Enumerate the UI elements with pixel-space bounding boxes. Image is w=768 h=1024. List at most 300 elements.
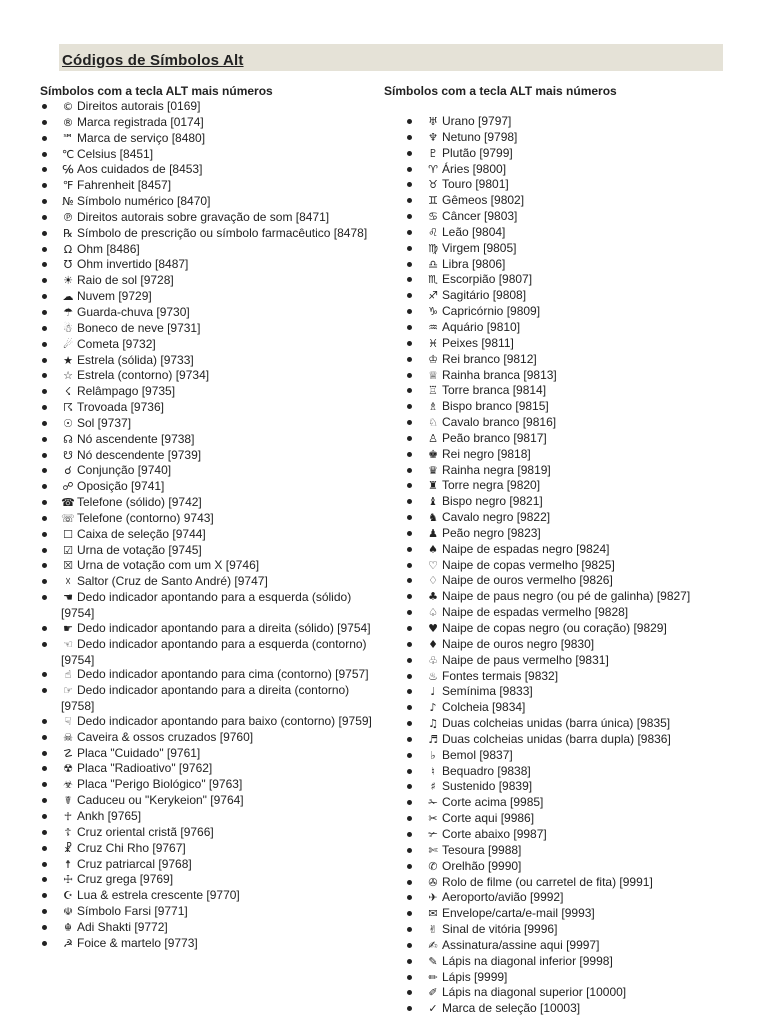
symbol-description: Conjunção [9740] bbox=[77, 463, 172, 478]
symbol-glyph: ☁ bbox=[62, 290, 74, 304]
left-column bbox=[40, 84, 385, 952]
symbol-description: Lápis na diagonal inferior [9998] bbox=[442, 953, 613, 968]
symbol-list-item bbox=[405, 843, 724, 859]
symbol-glyph: ☏ bbox=[61, 511, 75, 525]
symbol-list-item bbox=[40, 147, 385, 163]
symbol-description: Telefone (sólido) [9742] bbox=[77, 495, 202, 510]
symbol-list-item bbox=[405, 146, 724, 162]
symbol-list-item bbox=[40, 904, 385, 920]
symbol-description: Estrela (contorno) [9734] bbox=[77, 368, 210, 383]
symbol-list-item bbox=[40, 368, 385, 384]
symbol-description: Duas colcheias unidas (barra única) [9835] bbox=[442, 716, 671, 731]
symbol-list-item bbox=[405, 478, 724, 494]
symbol-description: Telefone (contorno) 9743] bbox=[77, 510, 214, 525]
symbol-description: Direitos autorais sobre gravação de som [8471] bbox=[77, 209, 330, 224]
symbol-glyph: ♆ bbox=[428, 130, 438, 144]
symbol-description: Cavalo negro [9822] bbox=[442, 510, 551, 525]
symbol-glyph: ♦ bbox=[428, 637, 438, 651]
symbol-description: Caduceu ou "Kerykeion" [9764] bbox=[77, 793, 244, 808]
symbol-list-item bbox=[405, 272, 724, 288]
symbol-glyph: ☇ bbox=[64, 385, 72, 399]
symbol-glyph: ✌ bbox=[428, 923, 438, 937]
symbol-list-item bbox=[405, 970, 724, 986]
symbol-list-item bbox=[40, 384, 385, 400]
symbol-list-item bbox=[40, 793, 385, 809]
right-column-heading: Símbolos com a tecla ALT mais números bbox=[384, 84, 617, 98]
symbol-description: Aos cuidados de [8453] bbox=[77, 162, 203, 177]
symbol-list-item bbox=[405, 684, 724, 700]
symbol-list-item bbox=[40, 637, 385, 668]
symbol-glyph: ♅ bbox=[428, 115, 438, 128]
symbol-glyph: ♯ bbox=[430, 780, 436, 794]
symbol-list-item bbox=[405, 431, 724, 447]
symbol-description: Marca de seleção [10003] bbox=[442, 1001, 581, 1016]
title-bar bbox=[59, 44, 723, 71]
symbol-description: Semínima [9833] bbox=[442, 684, 533, 699]
symbol-glyph: ✇ bbox=[428, 875, 438, 889]
symbol-glyph: ♘ bbox=[428, 416, 438, 430]
symbol-description: Bispo branco [9815] bbox=[442, 399, 549, 414]
symbol-list-item bbox=[405, 288, 724, 304]
symbol-description: Placa "Perigo Biológico" [9763] bbox=[77, 777, 243, 792]
symbol-list-item bbox=[405, 558, 724, 574]
symbol-glyph: ♞ bbox=[428, 511, 438, 525]
symbol-glyph: ® bbox=[62, 115, 74, 129]
symbol-list-item bbox=[405, 621, 724, 637]
symbol-glyph: ☝ bbox=[64, 668, 72, 682]
symbol-description: Virgem [9805] bbox=[442, 240, 517, 255]
symbol-description: Naipe de ouros vermelho [9826] bbox=[442, 573, 613, 588]
symbol-list-item bbox=[405, 716, 724, 732]
symbol-description: Rei negro [9818] bbox=[442, 446, 531, 461]
symbol-description: Rainha negra [9819] bbox=[442, 462, 551, 477]
symbol-description: Nó ascendente [9738] bbox=[77, 431, 195, 446]
symbol-description: Caixa de seleção [9744] bbox=[77, 526, 206, 541]
symbol-description: Saltor (Cruz de Santo André) [9747] bbox=[77, 574, 268, 589]
symbol-description: Touro [9801] bbox=[442, 177, 509, 192]
right-column bbox=[384, 84, 724, 1017]
symbol-description: Naipe de paus negro (ou pé de galinha) [9827] bbox=[442, 589, 691, 604]
symbol-list-item bbox=[40, 590, 385, 621]
symbol-glyph: ♑ bbox=[428, 305, 438, 319]
symbol-list-item bbox=[405, 336, 724, 352]
symbol-description: Peixes [9811] bbox=[442, 335, 514, 350]
symbol-description: Bemol [9837] bbox=[442, 747, 513, 762]
symbol-list-item bbox=[405, 875, 724, 891]
symbol-description: Orelhão [9990] bbox=[442, 858, 522, 873]
symbol-list-item bbox=[405, 906, 724, 922]
symbol-list-item bbox=[405, 209, 724, 225]
symbol-glyph: ♭ bbox=[430, 748, 436, 762]
symbol-list-item bbox=[40, 194, 385, 210]
symbol-list-item bbox=[405, 130, 724, 146]
symbol-glyph: ♏ bbox=[428, 273, 438, 287]
symbol-description: Fahrenheit [8457] bbox=[77, 178, 172, 193]
symbol-glyph: ☣ bbox=[63, 778, 73, 792]
symbol-list-item bbox=[405, 193, 724, 209]
symbol-glyph: ☐ bbox=[63, 527, 73, 541]
symbol-glyph: ☥ bbox=[63, 809, 73, 823]
symbol-list-item bbox=[40, 273, 385, 289]
symbol-list-item bbox=[40, 621, 385, 637]
symbol-description: Torre branca [9814] bbox=[442, 383, 547, 398]
symbol-list-item bbox=[405, 811, 724, 827]
symbol-description: Placa "Radioativo" [9762] bbox=[77, 761, 213, 776]
symbol-glyph: ♟ bbox=[428, 526, 438, 540]
symbol-list-item bbox=[40, 162, 385, 178]
symbol-glyph: ♕ bbox=[428, 368, 438, 382]
symbol-list-item bbox=[40, 416, 385, 432]
symbol-list-item bbox=[405, 494, 724, 510]
symbol-list-item bbox=[405, 542, 724, 558]
symbol-list-item bbox=[40, 242, 385, 258]
symbol-description: Cavalo branco [9816] bbox=[442, 415, 557, 430]
symbol-glyph: ♢ bbox=[428, 574, 438, 588]
symbol-glyph: ☊ bbox=[63, 432, 73, 446]
symbol-glyph: ✐ bbox=[428, 986, 438, 1000]
symbol-glyph: ♎ bbox=[428, 257, 438, 271]
symbol-description: Trovoada [9736] bbox=[77, 400, 164, 415]
symbol-glyph: ♐ bbox=[428, 289, 438, 303]
symbol-glyph: ☧ bbox=[63, 841, 73, 855]
symbol-glyph: ♖ bbox=[428, 384, 438, 398]
symbol-list-item bbox=[405, 589, 724, 605]
symbol-list-item bbox=[40, 495, 385, 511]
symbol-description: Nuvem [9729] bbox=[77, 289, 152, 304]
symbol-list-item bbox=[405, 779, 724, 795]
symbol-description: Capricórnio [9809] bbox=[442, 304, 541, 319]
symbol-list-item bbox=[405, 368, 724, 384]
symbol-glyph: ✏ bbox=[428, 970, 438, 984]
symbol-description: Dedo indicador apontando para cima (contorno) [9757] bbox=[77, 667, 369, 682]
symbol-description: Corte acima [9985] bbox=[442, 795, 544, 810]
symbol-list-item bbox=[40, 888, 385, 904]
symbol-description: Urna de votação com um X [9746] bbox=[77, 558, 260, 573]
symbol-glyph: ☤ bbox=[64, 794, 72, 808]
symbol-description: Peão negro [9823] bbox=[442, 525, 541, 540]
symbol-glyph: ♝ bbox=[428, 495, 438, 509]
symbol-glyph: ♒ bbox=[428, 320, 438, 334]
symbol-list-item bbox=[405, 415, 724, 431]
symbol-list-item bbox=[40, 99, 385, 115]
symbol-description: Bequadro [9838] bbox=[442, 763, 531, 778]
symbol-description: Câncer [9803] bbox=[442, 209, 518, 224]
symbol-description: Peão branco [9817] bbox=[442, 430, 547, 445]
symbol-glyph: ✈ bbox=[428, 891, 438, 905]
symbol-description: Dedo indicador apontando para a esquerda (sólido) [9754] bbox=[61, 590, 352, 620]
symbol-description: Dedo indicador apontando para a direita (contorno) [9758] bbox=[61, 683, 350, 714]
symbol-description: Símbolo numérico [8470] bbox=[77, 194, 211, 209]
symbol-list-item bbox=[405, 748, 724, 764]
symbol-glyph: ♣ bbox=[428, 590, 438, 604]
symbol-description: Oposição [9741] bbox=[77, 479, 165, 494]
symbol-list-item bbox=[405, 605, 724, 621]
symbol-glyph: ♪ bbox=[429, 701, 437, 715]
symbol-list-item bbox=[405, 653, 724, 669]
symbol-description: Tesoura [9988] bbox=[442, 842, 522, 857]
symbol-description: Ankh [9765] bbox=[77, 808, 142, 823]
symbol-glyph: ☫ bbox=[63, 905, 73, 919]
symbol-list-item bbox=[40, 761, 385, 777]
symbol-glyph: ♔ bbox=[428, 352, 438, 366]
symbol-description: Sustenido [9839] bbox=[442, 779, 533, 794]
symbol-list-item bbox=[405, 510, 724, 526]
symbol-description: Cometa [9732] bbox=[77, 336, 156, 351]
symbol-list-item bbox=[405, 827, 724, 843]
symbol-glyph: ☀ bbox=[63, 274, 73, 288]
symbol-glyph: ☩ bbox=[63, 873, 73, 887]
symbol-description: Naipe de espadas vermelho [9828] bbox=[442, 605, 629, 620]
symbol-glyph: ☡ bbox=[63, 746, 73, 760]
symbol-list-item bbox=[40, 841, 385, 857]
symbol-glyph: ☜ bbox=[63, 637, 73, 651]
symbol-glyph: ☚ bbox=[63, 591, 73, 605]
symbol-glyph: ✆ bbox=[428, 859, 438, 873]
symbol-glyph: ♤ bbox=[428, 606, 438, 620]
symbol-description: Relâmpago [9735] bbox=[77, 384, 176, 399]
symbol-list-item bbox=[40, 730, 385, 746]
symbol-description: Torre negra [9820] bbox=[442, 478, 541, 493]
symbol-description: Aeroporto/avião [9992] bbox=[442, 890, 564, 905]
symbol-list-item bbox=[405, 257, 724, 273]
symbol-description: Assinatura/assine aqui [9997] bbox=[442, 937, 600, 952]
symbol-glyph: ♚ bbox=[428, 447, 438, 461]
page-title: Códigos de Símbolos Alt bbox=[62, 52, 244, 69]
symbol-glyph: Ω bbox=[63, 242, 73, 256]
symbol-description: Cruz patriarcal [9768] bbox=[77, 856, 192, 871]
symbol-glyph: ☞ bbox=[63, 684, 73, 698]
symbol-list-item bbox=[40, 337, 385, 353]
symbol-list-item bbox=[40, 746, 385, 762]
symbol-glyph: ♊ bbox=[428, 194, 438, 208]
symbol-glyph: ☒ bbox=[63, 559, 73, 573]
symbol-list-item bbox=[40, 321, 385, 337]
symbol-list-item bbox=[405, 700, 724, 716]
symbol-description: Naipe de copas vermelho [9825] bbox=[442, 557, 615, 572]
symbol-glyph: ☈ bbox=[63, 401, 73, 415]
symbol-list-item bbox=[405, 859, 724, 875]
symbol-description: Símbolo de prescrição ou símbolo farmacêutico [8478] bbox=[77, 225, 368, 240]
symbol-list-item bbox=[405, 573, 724, 589]
symbol-list-item bbox=[405, 954, 724, 970]
symbol-glyph: ☋ bbox=[63, 448, 73, 462]
symbol-glyph: ☪ bbox=[63, 889, 73, 903]
symbol-list-item bbox=[40, 714, 385, 730]
symbol-glyph: ☛ bbox=[63, 621, 73, 635]
symbol-description: Rei branco [9812] bbox=[442, 351, 537, 366]
symbol-description: Lua & estrela crescente [9770] bbox=[77, 888, 240, 903]
symbol-glyph: ★ bbox=[63, 353, 73, 367]
symbol-description: Urna de votação [9745] bbox=[77, 542, 202, 557]
symbol-list-item bbox=[40, 432, 385, 448]
symbol-description: Urano [9797] bbox=[442, 114, 512, 128]
symbol-description: Bispo negro [9821] bbox=[442, 494, 543, 509]
symbol-description: Foice & martelo [9773] bbox=[77, 935, 198, 950]
symbol-list-item bbox=[40, 463, 385, 479]
symbol-description: Netuno [9798] bbox=[442, 129, 518, 144]
symbol-glyph: ♓ bbox=[428, 336, 438, 350]
symbol-list-item bbox=[405, 383, 724, 399]
symbol-list-item bbox=[405, 985, 724, 1001]
symbol-glyph: ♈ bbox=[428, 162, 438, 176]
symbol-glyph: ✁ bbox=[428, 796, 438, 810]
symbol-description: Ohm invertido [8487] bbox=[77, 257, 189, 272]
symbol-description: Raio de sol [9728] bbox=[77, 273, 174, 288]
symbol-description: Cruz Chi Rho [9767] bbox=[77, 840, 186, 855]
symbol-description: Lápis [9999] bbox=[442, 969, 508, 984]
symbol-list-item bbox=[40, 257, 385, 273]
symbol-glyph: ℞ bbox=[63, 226, 73, 240]
symbol-list-item bbox=[405, 399, 724, 415]
symbol-description: Sol [9737] bbox=[77, 415, 132, 430]
symbol-description: Dedo indicador apontando para baixo (contorno) [9759] bbox=[77, 713, 372, 728]
symbol-description: Caveira & ossos cruzados [9760] bbox=[77, 729, 254, 744]
symbol-description: Sagitário [9808] bbox=[442, 288, 527, 303]
symbol-description: Envelope/carta/e-mail [9993] bbox=[442, 906, 595, 921]
symbol-list-item bbox=[40, 511, 385, 527]
symbol-list-item bbox=[40, 777, 385, 793]
symbol-list-item bbox=[40, 857, 385, 873]
symbol-glyph: ☠ bbox=[63, 730, 73, 744]
symbol-description: Celsius [8451] bbox=[77, 146, 154, 161]
symbol-glyph: № bbox=[62, 195, 74, 209]
symbol-glyph: ♬ bbox=[428, 732, 438, 746]
symbol-glyph: ✂ bbox=[428, 812, 438, 826]
symbol-list-item bbox=[40, 574, 385, 590]
symbol-description: Naipe de espadas negro [9824] bbox=[442, 541, 610, 556]
symbol-description: Rainha branca [9813] bbox=[442, 367, 557, 382]
symbol-glyph: ♩ bbox=[430, 685, 436, 699]
symbol-list-item bbox=[405, 764, 724, 780]
symbol-description: Símbolo Farsi [9771] bbox=[77, 904, 188, 919]
symbol-list-item bbox=[405, 225, 724, 241]
symbol-description: Naipe de ouros negro [9830] bbox=[442, 636, 595, 651]
symbol-list-item bbox=[40, 479, 385, 495]
symbol-description: Naipe de paus vermelho [9831] bbox=[442, 652, 609, 667]
symbol-glyph: ♗ bbox=[428, 400, 438, 414]
symbol-glyph: ☍ bbox=[62, 480, 74, 494]
symbol-glyph: ♨ bbox=[428, 669, 438, 683]
symbol-list-item bbox=[405, 320, 724, 336]
symbol-description: Marca registrada [0174] bbox=[77, 114, 204, 129]
symbol-description: Estrela (sólida) [9733] bbox=[77, 352, 194, 367]
symbol-glyph: © bbox=[62, 100, 74, 113]
symbol-glyph: ♡ bbox=[428, 558, 438, 572]
symbol-description: Naipe de copas negro (ou coração) [9829] bbox=[442, 621, 667, 635]
symbol-glyph: ☃ bbox=[63, 321, 73, 335]
symbol-glyph: ♮ bbox=[431, 764, 435, 778]
symbol-list-item bbox=[40, 667, 385, 683]
symbol-glyph: ♙ bbox=[428, 431, 438, 445]
symbol-description: Áries [9800] bbox=[442, 161, 507, 176]
symbol-list-item bbox=[40, 400, 385, 416]
symbol-list-item bbox=[405, 938, 724, 954]
symbol-glyph: ✍ bbox=[428, 938, 438, 952]
symbol-list-item bbox=[40, 210, 385, 226]
symbol-glyph: ♇ bbox=[428, 146, 438, 160]
symbol-glyph: ☭ bbox=[63, 936, 73, 950]
symbol-glyph: ℗ bbox=[62, 210, 74, 224]
symbol-description: Cruz oriental cristã [9766] bbox=[77, 824, 214, 839]
symbol-glyph: ☉ bbox=[63, 416, 73, 430]
symbol-list-item bbox=[40, 825, 385, 841]
symbol-list-item bbox=[40, 527, 385, 543]
symbol-description: Marca de serviço [8480] bbox=[77, 130, 206, 145]
symbol-list-item bbox=[40, 353, 385, 369]
symbol-list-item bbox=[40, 683, 385, 714]
symbol-description: Leão [9804] bbox=[442, 224, 506, 239]
symbol-list-item bbox=[40, 115, 385, 131]
symbol-glyph: ☄ bbox=[63, 337, 73, 351]
symbol-description: Direitos autorais [0169] bbox=[77, 99, 201, 113]
symbol-list-item bbox=[40, 305, 385, 321]
symbol-description: Boneco de neve [9731] bbox=[77, 320, 201, 335]
symbol-glyph: ☌ bbox=[64, 464, 72, 478]
symbol-glyph: ℅ bbox=[62, 163, 74, 177]
symbol-description: Rolo de filme (ou carretel de fita) [9991] bbox=[442, 874, 653, 889]
symbol-glyph: ℧ bbox=[63, 258, 73, 272]
symbol-list-item bbox=[405, 447, 724, 463]
symbol-glyph: ℃ bbox=[61, 147, 75, 161]
symbol-glyph: ✄ bbox=[428, 843, 438, 857]
symbol-description: Colcheia [9834] bbox=[442, 700, 526, 715]
symbol-glyph: ♠ bbox=[428, 542, 438, 556]
symbol-list-item bbox=[405, 795, 724, 811]
symbol-list-item bbox=[40, 872, 385, 888]
symbol-description: Dedo indicador apontando para a esquerda (contorno) [9754] bbox=[61, 636, 367, 667]
symbol-description: Lápis na diagonal superior [10000] bbox=[442, 985, 627, 1000]
symbol-glyph: ✎ bbox=[428, 954, 438, 968]
symbol-description: Dedo indicador apontando para a direita (sólido) [9754] bbox=[77, 620, 371, 635]
symbol-list-item bbox=[40, 226, 385, 242]
symbol-list-item bbox=[40, 178, 385, 194]
symbol-glyph: ♉ bbox=[428, 178, 438, 192]
symbol-description: Corte aqui [9986] bbox=[442, 811, 535, 826]
symbol-description: Plutão [9799] bbox=[442, 145, 513, 160]
symbol-glyph: ☢ bbox=[63, 762, 73, 776]
symbol-list-item bbox=[405, 304, 724, 320]
symbol-description: Sinal de vitória [9996] bbox=[442, 922, 558, 937]
symbol-list-item bbox=[405, 162, 724, 178]
symbol-list-item bbox=[405, 890, 724, 906]
symbol-list-item bbox=[405, 177, 724, 193]
symbol-glyph: ♫ bbox=[428, 717, 438, 731]
symbol-list-item bbox=[405, 114, 724, 130]
symbol-glyph: ☬ bbox=[64, 920, 72, 934]
symbol-list-item bbox=[405, 637, 724, 653]
symbol-list-item bbox=[405, 669, 724, 685]
symbol-glyph: ✓ bbox=[428, 1002, 438, 1016]
symbol-glyph: ☦ bbox=[64, 825, 72, 839]
symbol-list-item bbox=[405, 1001, 724, 1017]
symbol-list-item bbox=[40, 448, 385, 464]
symbol-glyph: ☆ bbox=[63, 369, 73, 383]
symbol-glyph: ♍ bbox=[428, 241, 438, 255]
symbol-glyph: ☎ bbox=[61, 496, 75, 510]
symbol-description: Libra [9806] bbox=[442, 256, 506, 271]
symbol-description: Aquário [9810] bbox=[442, 319, 521, 334]
symbol-description: Cruz grega [9769] bbox=[77, 872, 174, 887]
symbol-list-item bbox=[405, 352, 724, 368]
symbol-description: Guarda-chuva [9730] bbox=[77, 304, 190, 319]
symbol-list-item bbox=[40, 543, 385, 559]
symbol-glyph: ♌ bbox=[428, 225, 438, 239]
symbol-list-item bbox=[405, 241, 724, 257]
right-symbol-list bbox=[384, 114, 724, 1017]
symbol-glyph: ✃ bbox=[428, 827, 438, 841]
symbol-glyph: ☂ bbox=[63, 305, 73, 319]
symbol-description: Gêmeos [9802] bbox=[442, 193, 525, 208]
